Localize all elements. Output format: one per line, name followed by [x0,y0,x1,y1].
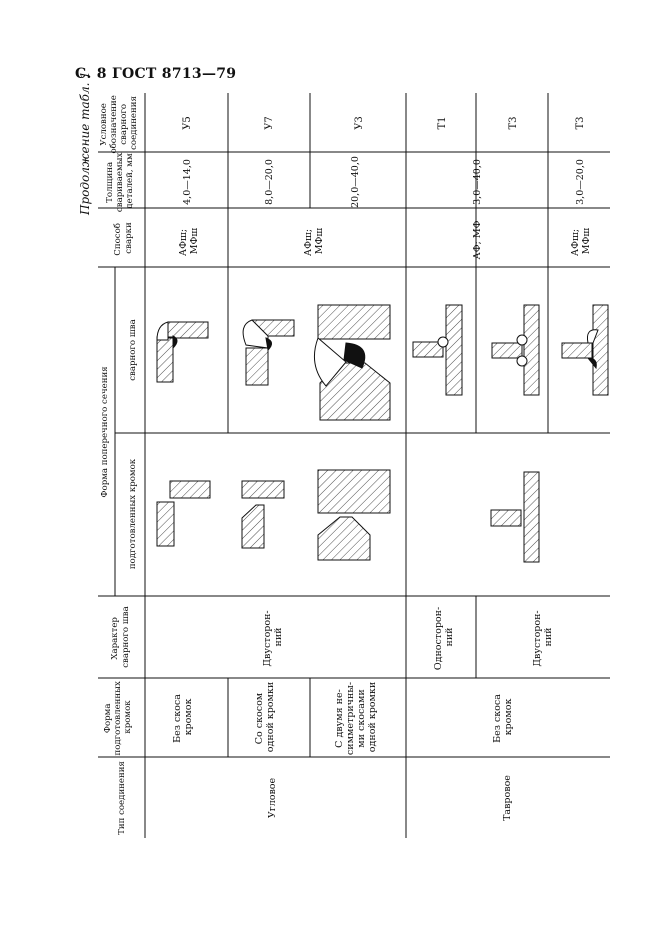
hdr-designation: Условное обозначение сварного соединения [99,95,139,154]
edge-form-no-bevel-1: Без скоса кромок [172,694,194,743]
hdr-cross-section: Форма поперечного сечения [100,366,110,498]
edge-drawing-u7 [242,481,284,548]
hdr-welding-method: Способ сварки [113,222,134,256]
continuation-label: Продолжение табл. 1 [78,71,92,215]
weld-drawing-u5 [157,322,208,382]
code-t3-a: Т3 [508,116,519,130]
thickness-2: 8,0—20,0 [264,159,275,205]
hdr-edge-form: Форма подготовленных кромок [103,681,133,756]
hdr-thickness: Толщина свариваемых деталей, мм [105,152,135,213]
edge-drawing-u3 [318,470,390,560]
method-4: АФш; МФш [570,227,592,257]
hdr-prepared-edges: подготовленных кромок [128,458,138,570]
weld-drawing-t1 [413,305,462,395]
code-t3-b: Т3 [575,116,586,130]
weld-drawing-t3-a [492,305,539,395]
hdr-weld-seam: сварного шва [128,319,138,381]
weld-character-single: Односторон- ний [433,606,455,671]
thickness-4: 3,0—40,0 [472,159,483,205]
thickness-3: 20,0—40,0 [350,156,361,208]
method-3: АФ; МФ [472,220,483,260]
method-1: АФш; МФш [178,227,200,257]
weld-drawing-t3-b [562,305,608,395]
weld-drawing-u7 [243,320,294,385]
joint-type-tee: Тавровое [502,775,513,821]
edge-form-no-bevel-2: Без скоса кромок [492,694,514,743]
code-t1: Т1 [437,116,448,130]
thickness-5: 3,0—20,0 [575,159,586,205]
hdr-weld-character: Характер сварного шва [110,606,131,668]
weld-character-double-2: Двусторон- ний [532,610,554,667]
edge-form-two-bevels: С двумя не- симметричны- ми скосами одной кромки [334,681,378,756]
code-u7: У7 [264,116,275,130]
hdr-joint-type: Тип соединения [117,761,127,835]
joint-type-angular: Угловое [267,777,278,819]
edge-drawing-t3 [491,472,539,562]
code-u5: У5 [182,116,193,130]
edge-form-one-bevel: Со скосом одной кромки [254,681,276,753]
weld-character-double-1: Двусторон- ний [262,610,284,667]
thickness-1: 4,0—14,0 [182,159,193,205]
method-2: АФш; МФш [303,227,325,257]
weld-drawing-u3 [314,305,390,420]
code-u3: У3 [354,116,365,130]
page-header: С. 8 ГОСТ 8713—79 [75,66,237,82]
edge-drawing-u5 [157,481,210,546]
